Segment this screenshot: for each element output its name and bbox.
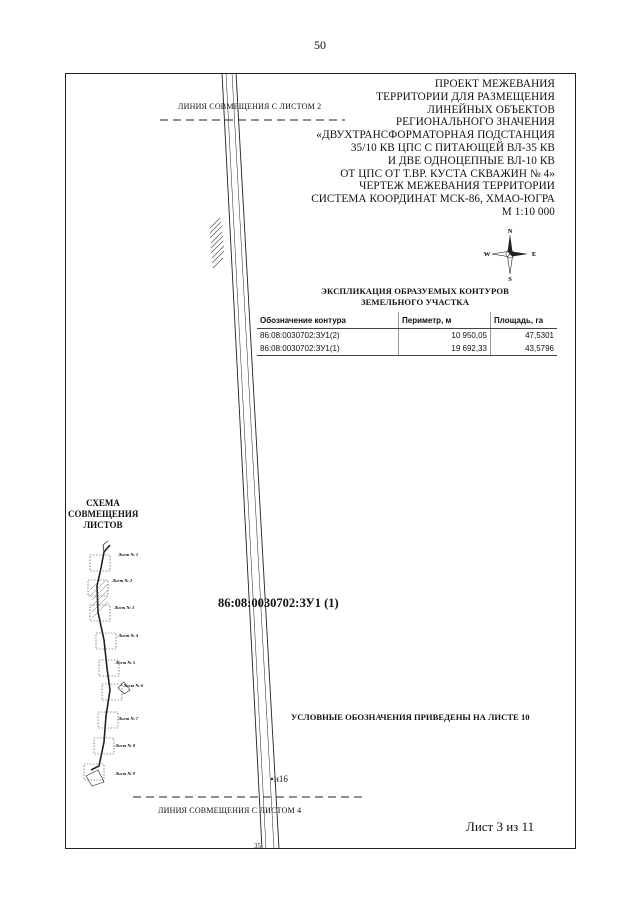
- point-label: н16: [274, 774, 288, 784]
- explication-table: [257, 312, 557, 356]
- joint-label-top: ЛИНИЯ СОВМЕЩЕНИЯ С ЛИСТОМ 2: [178, 102, 322, 111]
- scheme-sheet-label: Лист № 9: [115, 771, 136, 776]
- corridor-line-right-inner: [232, 73, 274, 849]
- compass-n: N: [507, 228, 513, 235]
- point-marker: [271, 778, 273, 780]
- hatched-area: [210, 218, 224, 268]
- title-line: И ДВЕ ОДНОЦЕПНЫЕ ВЛ-10 КВ: [387, 154, 555, 167]
- title-line: «ДВУХТРАНСФОРМАТОРНАЯ ПОДСТАНЦИЯ: [316, 129, 555, 142]
- scheme-sheet-6-box: [102, 684, 122, 700]
- title-line: М 1:10 000: [501, 205, 555, 218]
- compass-w: W: [483, 251, 491, 258]
- scheme-sheet-7-box: [98, 712, 118, 728]
- corridor-line-left-inner: [226, 73, 266, 849]
- table-cell: 43,5796: [491, 342, 558, 356]
- explication-title-line: ЗЕМЕЛЬНОГО УЧАСТКА: [360, 297, 470, 307]
- title-line: РЕГИОНАЛЬНОГО ЗНАЧЕНИЯ: [395, 116, 555, 129]
- scheme-current-sheet-hatch: [90, 580, 108, 618]
- page-number: 50: [314, 38, 326, 52]
- table-row: [257, 342, 557, 356]
- scheme-route: [91, 545, 110, 770]
- scheme-title-line: СХЕМА: [86, 498, 120, 508]
- scheme-sheet-label: Лист № 7: [118, 716, 139, 721]
- title-line: ОТ ЦПС ОТ Т.ВР. КУСТА СКВАЖИН № 4»: [340, 167, 555, 180]
- title-line: ЧЕРТЕЖ МЕЖЕВАНИЯ ТЕРРИТОРИИ: [359, 180, 555, 193]
- title-line: 35/10 КВ ЦПС С ПИТАЮЩЕЙ ВЛ-35 КВ: [350, 141, 555, 154]
- sheet-number: Лист 3 из 11: [466, 819, 535, 834]
- table-cell: 19 692,33: [399, 342, 491, 356]
- table-cell: 47,5301: [525, 331, 554, 340]
- title-line: СИСТЕМА КООРДИНАТ МСК-86, ХМАО-ЮГРА: [311, 193, 555, 206]
- scheme-sheet-label: Лист № 4: [118, 633, 139, 638]
- legend-note: УСЛОВНЫЕ ОБОЗНАЧЕНИЯ ПРИВЕДЕНЫ НА ЛИСТЕ 10: [291, 712, 530, 722]
- scheme-sheet-1-box: [90, 555, 110, 571]
- column-header: Обозначение контура: [257, 312, 399, 329]
- scheme-sheet-label: Лист № 5: [115, 660, 136, 665]
- cutoff-label: 35: [254, 842, 261, 850]
- scheme-sheet-label: Лист № 1: [118, 552, 139, 557]
- compass-s: S: [508, 276, 512, 282]
- scheme-title: [68, 498, 138, 531]
- title-line: ЛИНЕЙНЫХ ОБЪЕКТОВ: [427, 103, 555, 116]
- joint-label-bottom: ЛИНИЯ СОВМЕЩЕНИЯ С ЛИСТОМ 4: [158, 806, 302, 815]
- compass-e: E: [531, 251, 537, 258]
- scheme-sheet-label: Лист № 8: [115, 743, 136, 748]
- title-block: [295, 78, 555, 219]
- explication-title: [300, 286, 530, 308]
- column-header: Периметр, м: [399, 312, 491, 329]
- explication-title-line: ЭКСПЛИКАЦИЯ ОБРАЗУЕМЫХ КОНТУРОВ: [321, 286, 509, 296]
- compass-rose-icon: [482, 226, 538, 282]
- scheme-title-line: СОВМЕЩЕНИЯ: [68, 509, 139, 519]
- title-line: ТЕРРИТОРИИ ДЛЯ РАЗМЕЩЕНИЯ: [376, 90, 555, 103]
- table-cell: 10 950,05: [399, 329, 491, 343]
- scheme-sheet-label: Лист № 2: [112, 578, 133, 583]
- scheme-sheet-4-box: [96, 633, 116, 649]
- column-header: Площадь, га: [491, 312, 558, 329]
- table-cell: 86:08:0030702:ЗУ1(2): [257, 329, 399, 343]
- table-row: [257, 329, 557, 343]
- scheme-title-line: ЛИСТОВ: [83, 520, 123, 530]
- corridor-lines: [222, 73, 279, 849]
- title-line: ПРОЕКТ МЕЖЕВАНИЯ: [434, 78, 555, 90]
- scheme-sheet-label: Лист № 3: [114, 605, 135, 610]
- scheme-sheet-label: Лист № 6: [123, 683, 144, 688]
- parcel-label: 86:08:0030702:ЗУ1 (1): [218, 596, 339, 610]
- table-cell: 86:08:0030702:ЗУ1(1): [257, 342, 399, 356]
